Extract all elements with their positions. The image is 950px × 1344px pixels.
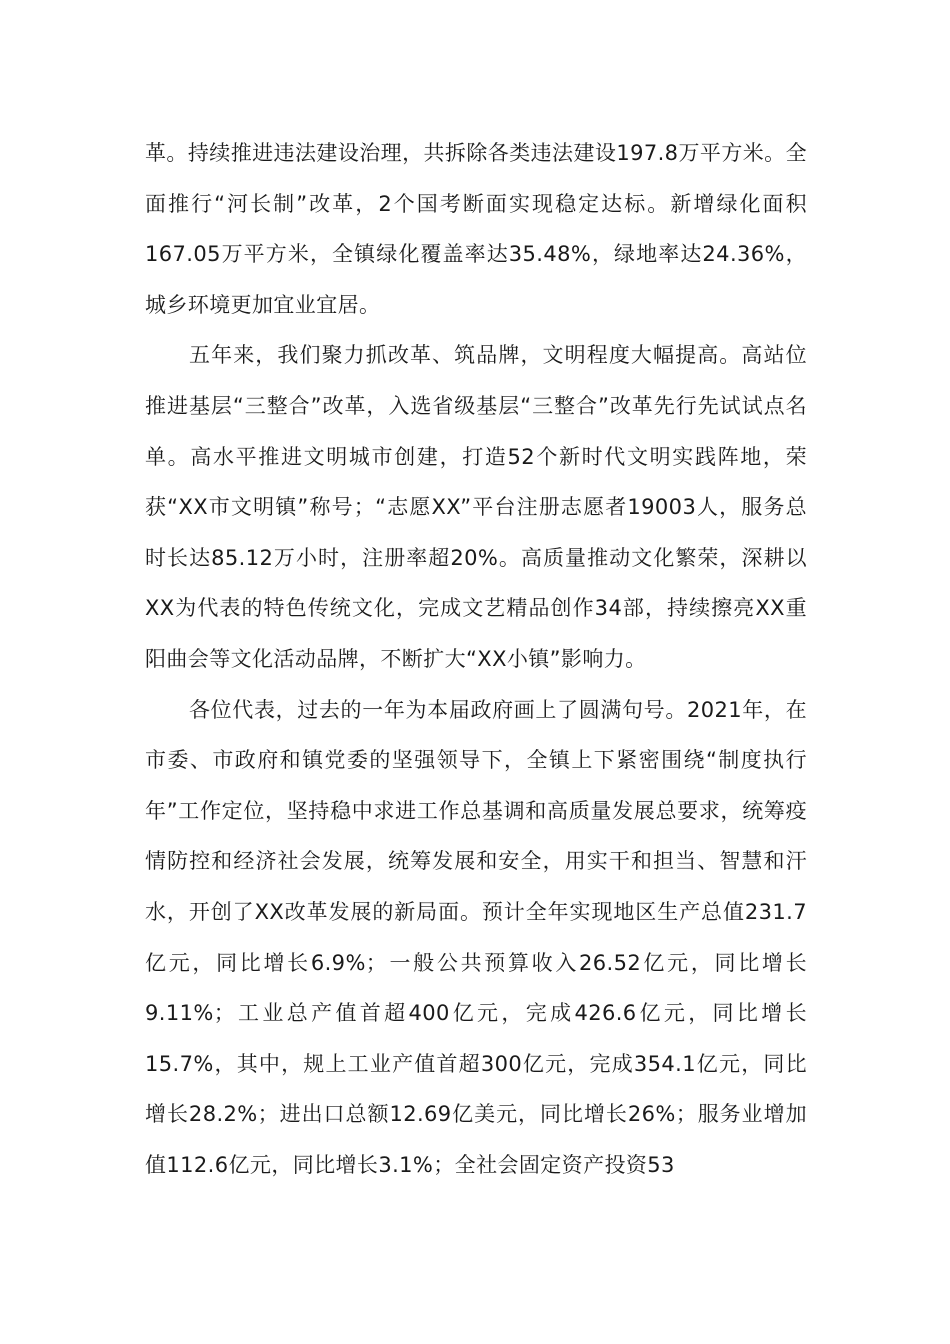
paragraph-reform-culture: 五年来，我们聚力抓改革、筑品牌，文明程度大幅提高。高站位推进基层“三整合”改革，入选省级基层“三整合”改革先行先试试点名单。高水平推进文明城市创建，打造52个新时代文明实践阵地，荣获“XX市文明镇”称号；“志愿XX”平台注册志愿者19003人，服务总时长达85.12万小时，注册率超20%。高质量推动文化繁荣，深耕以XX为代表的特色传统文化，完成文艺精品创作34部，持续擦亮XX重阳曲会等文化活动品牌，不断扩大“XX小镇”影响力。 <box>145 343 807 671</box>
paragraph-annual-review: 各位代表，过去的一年为本届政府画上了圆满句号。2021年，在市委、市政府和镇党委的坚强领导下，全镇上下紧密围绕“制度执行年”工作定位，坚持稳中求进工作总基调和高质量发展总要求，统筹疫情防控和经济社会发展，统筹发展和安全，用实干和担当、智慧和汗水，开创了XX改革发展的新局面。预计全年实现地区生产总值231.7亿元，同比增长6.9%；一般公共预算收入26.52亿元，同比增长9.11%；工业总产值首超400亿元，完成426.6亿元，同比增长15.7%，其中，规上工业产值首超300亿元，完成354.1亿元，同比增长28.2%；进出口总额12.69亿美元，同比增长26%；服务业增加值112.6亿元，同比增长3.1%；全社会固定资产投资53 <box>145 697 807 1177</box>
paragraph-environment: 革。持续推进违法建设治理，共拆除各类违法建设197.8万平方米。全面推行“河长制”改革，2个国考断面实现稳定达标。新增绿化面积167.05万平方米，全镇绿化覆盖率达35.48%，绿地率达24.36%，城乡环境更加宜业宜居。 <box>145 141 807 317</box>
document-body <box>145 128 807 1190</box>
